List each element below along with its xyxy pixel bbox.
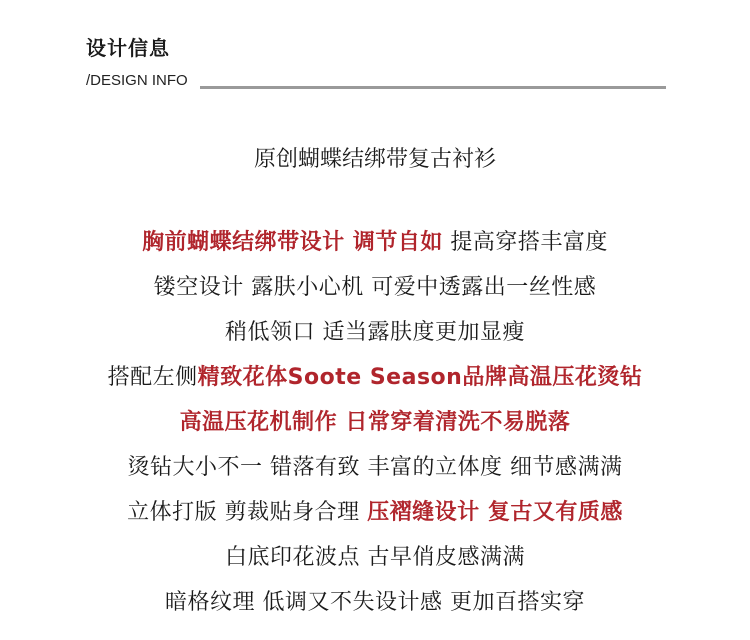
description-text: 暗格纹理 低调又不失设计感 更加百搭实穿: [165, 590, 585, 615]
description-text: 立体打版 剪裁贴身合理: [127, 500, 368, 525]
highlight-text: 高温压花机制作 日常穿着清洗不易脱落: [179, 410, 571, 435]
description-text: 白底印花波点 古早俏皮感满满: [225, 545, 525, 570]
description-line: [0, 265, 750, 310]
description-line: [0, 490, 750, 535]
highlight-text: 压褶缝设计 复古又有质感: [367, 500, 623, 525]
highlight-text: 胸前蝴蝶结绑带设计 调节自如: [142, 230, 443, 255]
header-divider: [200, 86, 666, 89]
description-text: 提高穿搭丰富度: [442, 230, 608, 255]
description-text: 搭配左侧: [107, 365, 198, 390]
product-title: 原创蝴蝶结绑带复古衬衫: [253, 147, 496, 172]
description-block: [0, 220, 750, 625]
description-line: [0, 535, 750, 580]
description-line: [0, 445, 750, 490]
description-text: 烫钻大小不一 错落有致 丰富的立体度 细节感满满: [127, 455, 623, 480]
description-text: 镂空设计 露肤小心机 可爱中透露出一丝性感: [153, 275, 597, 300]
section-title-en-row: [86, 70, 666, 92]
description-line: [0, 580, 750, 625]
description-text: 稍低领口 适当露肤度更加显瘦: [225, 320, 525, 345]
description-line: [0, 400, 750, 445]
section-header: [86, 34, 188, 89]
highlight-text: 精致花体Soote Season品牌高温压花烫钻: [197, 365, 643, 390]
section-title-en: /DESIGN INFO: [86, 72, 188, 89]
description-line: [0, 310, 750, 355]
description-line: [0, 220, 750, 265]
description-line: [0, 355, 750, 400]
section-title-cn: 设计信息: [86, 36, 170, 60]
